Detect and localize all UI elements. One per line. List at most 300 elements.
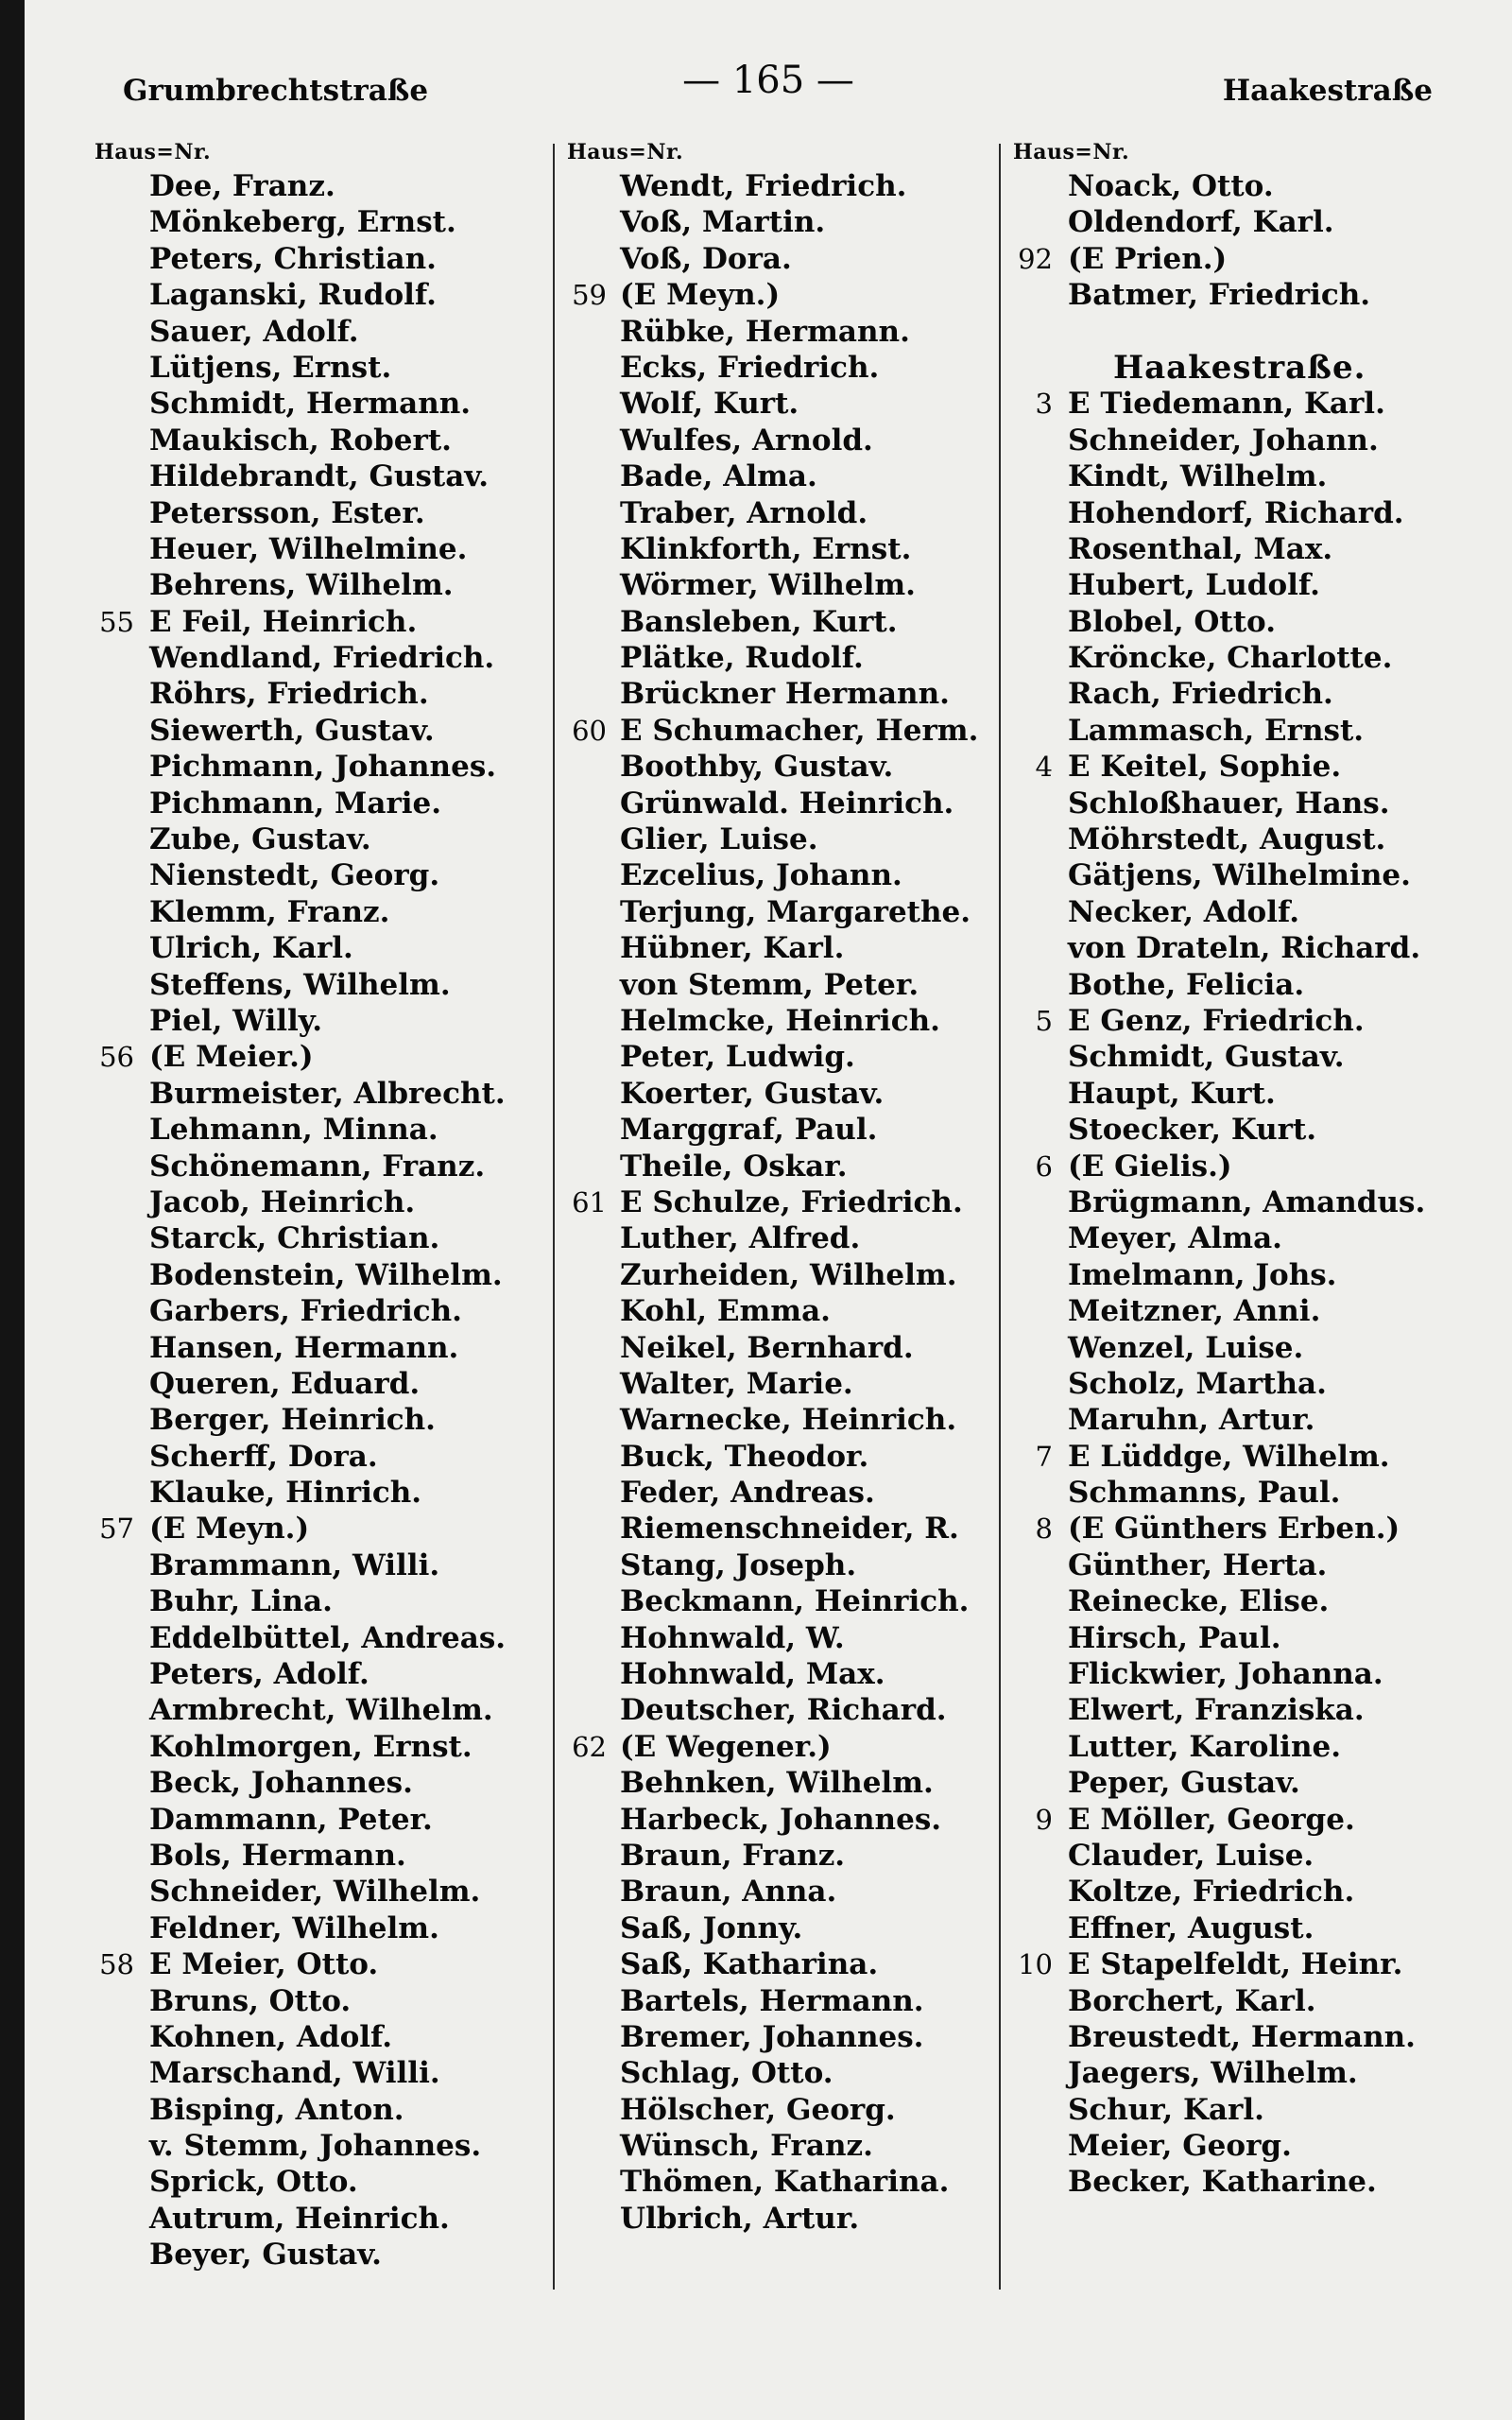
- resident-name: Walter, Marie.: [620, 1366, 853, 1401]
- resident-name: Braun, Franz.: [620, 1838, 846, 1873]
- directory-entry: [554, 2201, 1017, 2237]
- directory-entry: [554, 640, 1017, 676]
- directory-entry: [554, 1511, 1017, 1547]
- resident-name: Mönkeberg, Ernst.: [149, 205, 456, 240]
- directory-entry: [554, 423, 1017, 458]
- directory-entry: [1000, 640, 1491, 676]
- directory-entry: [81, 1149, 565, 1184]
- resident-name: Buhr, Lina.: [149, 1584, 333, 1619]
- directory-entry: [554, 1076, 1017, 1112]
- directory-entry: [81, 1293, 565, 1329]
- directory-entry: [554, 1039, 1017, 1075]
- resident-name: Grünwald. Heinrich.: [620, 786, 954, 821]
- directory-entry: [81, 1439, 565, 1475]
- directory-entry: [1000, 2019, 1491, 2055]
- resident-name: Klauke, Hinrich.: [149, 1476, 422, 1511]
- resident-name: Schmidt, Hermann.: [149, 387, 472, 422]
- directory-entry: [554, 713, 1017, 749]
- resident-name: Marschand, Willi.: [149, 2056, 440, 2091]
- resident-name: Wendt, Friedrich.: [620, 169, 907, 203]
- directory-entry: [81, 894, 565, 930]
- resident-name: Koerter, Gustav.: [620, 1076, 885, 1111]
- resident-name: Meyer, Alma.: [1068, 1221, 1282, 1256]
- resident-name: Brückner Hermann.: [620, 677, 950, 712]
- resident-name: E Stapelfeldt, Heinr.: [1068, 1947, 1403, 1982]
- resident-name: Boothby, Gustav.: [620, 750, 894, 785]
- directory-entry: [554, 1330, 1017, 1366]
- resident-name: Piel, Willy.: [149, 1003, 323, 1038]
- resident-name: E Keitel, Sophie.: [1068, 750, 1342, 785]
- resident-name: Queren, Eduard.: [149, 1366, 421, 1401]
- resident-name: Voß, Martin.: [620, 205, 826, 240]
- resident-name: Nienstedt, Georg.: [149, 858, 440, 893]
- house-number-heading: Haus=Nr.: [94, 140, 212, 164]
- resident-name: Oldendorf, Karl.: [1068, 205, 1334, 240]
- directory-entry: [81, 2237, 565, 2273]
- resident-name: Schmanns, Paul.: [1068, 1476, 1341, 1511]
- directory-entry: [81, 1184, 565, 1220]
- directory-entry: [81, 531, 565, 567]
- directory-entry: [1000, 204, 1491, 240]
- directory-entry: [554, 1620, 1017, 1656]
- resident-name: Peper, Gustav.: [1068, 1766, 1300, 1801]
- directory-entry: [554, 531, 1017, 567]
- house-number: 10: [1018, 1948, 1053, 1981]
- resident-name: v. Stemm, Johannes.: [149, 2129, 482, 2164]
- resident-name: Buck, Theodor.: [620, 1439, 869, 1474]
- directory-entry: [81, 241, 565, 277]
- resident-name: (E Meier.): [149, 1040, 314, 1075]
- directory-entry: [1000, 930, 1491, 966]
- directory-entry: [81, 786, 565, 821]
- resident-name: Riemenschneider, R.: [620, 1512, 959, 1547]
- directory-entry: [1000, 423, 1491, 458]
- resident-name: Traber, Arnold.: [620, 495, 868, 530]
- directory-entry: [1000, 1475, 1491, 1511]
- resident-name: Lutter, Karoline.: [1068, 1729, 1342, 1764]
- directory-entry: [1000, 1149, 1491, 1184]
- resident-name: Garbers, Friedrich.: [149, 1294, 462, 1329]
- directory-entry: [1000, 713, 1491, 749]
- resident-name: E Genz, Friedrich.: [1068, 1003, 1365, 1038]
- resident-name: Pichmann, Johannes.: [149, 750, 497, 785]
- page-header: [25, 59, 1512, 115]
- house-number: 4: [1035, 751, 1053, 784]
- resident-name: Reinecke, Elise.: [1068, 1584, 1330, 1619]
- directory-entry: [554, 2092, 1017, 2128]
- resident-name: Dee, Franz.: [149, 169, 335, 203]
- resident-name: Imelmann, Johs.: [1068, 1257, 1337, 1292]
- directory-entry: [1000, 821, 1491, 857]
- directory-entry: [1000, 2092, 1491, 2128]
- directory-entry: [1000, 857, 1491, 893]
- resident-name: Schmidt, Gustav.: [1068, 1040, 1345, 1075]
- directory-entry: [1000, 1257, 1491, 1293]
- directory-entry: [81, 1946, 565, 1982]
- resident-name: Maruhn, Artur.: [1068, 1403, 1315, 1438]
- house-number: 59: [572, 279, 607, 312]
- resident-name: Marggraf, Paul.: [620, 1113, 878, 1148]
- resident-name: Bisping, Anton.: [149, 2092, 404, 2127]
- directory-entry: [1000, 386, 1491, 422]
- resident-name: Thömen, Katharina.: [620, 2165, 950, 2200]
- resident-name: Beyer, Gustav.: [149, 2238, 382, 2273]
- directory-entry: [554, 567, 1017, 603]
- resident-name: Petersson, Ester.: [149, 495, 425, 530]
- directory-entry: [554, 2164, 1017, 2200]
- directory-entry: [554, 314, 1017, 350]
- resident-name: Berger, Heinrich.: [149, 1403, 436, 1438]
- directory-entry: [1000, 1656, 1491, 1692]
- directory-entry: [81, 1366, 565, 1402]
- page-number: — 165 —: [682, 59, 854, 102]
- directory-entry: [554, 1874, 1017, 1910]
- resident-name: Koltze, Friedrich.: [1068, 1875, 1355, 1910]
- resident-name: Glier, Luise.: [620, 822, 818, 857]
- house-number: 57: [99, 1512, 134, 1546]
- directory-entry: [554, 1220, 1017, 1256]
- directory-entry: [554, 1149, 1017, 1184]
- house-number: 9: [1035, 1803, 1053, 1836]
- directory-entry: [81, 604, 565, 640]
- resident-name: Kindt, Wilhelm.: [1068, 459, 1328, 494]
- house-number: 62: [572, 1730, 607, 1763]
- resident-name: Wulfes, Arnold.: [620, 423, 873, 458]
- resident-name: Klinkforth, Ernst.: [620, 531, 912, 566]
- resident-name: Bodenstein, Wilhelm.: [149, 1257, 503, 1292]
- resident-name: Kohl, Emma.: [620, 1294, 831, 1329]
- resident-name: E Feil, Heinrich.: [149, 604, 418, 639]
- directory-entry: [81, 1112, 565, 1148]
- resident-name: Blobel, Otto.: [1068, 604, 1276, 639]
- directory-page: [25, 0, 1512, 2420]
- directory-entry: [554, 1656, 1017, 1692]
- resident-name: Scherff, Dora.: [149, 1439, 378, 1474]
- directory-entry: [554, 857, 1017, 893]
- resident-name: E Schumacher, Herm.: [620, 713, 979, 748]
- directory-entry: [1000, 1838, 1491, 1874]
- directory-entry: [1000, 1692, 1491, 1728]
- directory-entry: [1000, 1220, 1491, 1256]
- resident-name: Klemm, Franz.: [149, 894, 390, 929]
- house-number: 56: [99, 1041, 134, 1074]
- header-street-right: Haakestraße: [1222, 74, 1433, 108]
- directory-entry: [1000, 168, 1491, 204]
- directory-entry: [554, 1402, 1017, 1438]
- directory-column-1: [81, 140, 565, 2305]
- resident-name: Batmer, Friedrich.: [1068, 278, 1371, 313]
- house-number-heading: Haus=Nr.: [1013, 140, 1130, 164]
- resident-name: Ulrich, Karl.: [149, 931, 353, 966]
- directory-entry: [1000, 241, 1491, 277]
- directory-entry: [554, 1838, 1017, 1874]
- resident-name: Flickwier, Johanna.: [1068, 1657, 1383, 1692]
- resident-name: Kohnen, Adolf.: [149, 2019, 393, 2054]
- resident-name: E Schulze, Friedrich.: [620, 1184, 963, 1219]
- directory-entry: [554, 1692, 1017, 1728]
- directory-entry: [554, 386, 1017, 422]
- resident-name: Noack, Otto.: [1068, 169, 1274, 203]
- house-number: 6: [1035, 1150, 1053, 1183]
- header-street-left: Grumbrechtstraße: [123, 74, 429, 108]
- resident-name: Wolf, Kurt.: [620, 387, 799, 422]
- resident-name: Meier, Georg.: [1068, 2129, 1292, 2164]
- directory-entry: [554, 930, 1017, 966]
- resident-name: Peters, Christian.: [149, 241, 437, 276]
- resident-name: Hildebrandt, Gustav.: [149, 459, 490, 494]
- resident-name: Luther, Alfred.: [620, 1221, 861, 1256]
- directory-entry: [1000, 1874, 1491, 1910]
- directory-entry: [1000, 1293, 1491, 1329]
- resident-name: Zurheiden, Wilhelm.: [620, 1257, 957, 1292]
- directory-entry: [81, 2201, 565, 2237]
- directory-entry: [554, 1802, 1017, 1838]
- directory-entry: [1000, 1184, 1491, 1220]
- resident-name: Dammann, Peter.: [149, 1802, 433, 1837]
- resident-name: Hohnwald, W.: [620, 1620, 845, 1655]
- resident-name: Heuer, Wilhelmine.: [149, 531, 468, 566]
- directory-entry: [1000, 1765, 1491, 1801]
- directory-entry: [554, 1257, 1017, 1293]
- directory-entry: [1000, 495, 1491, 531]
- resident-name: Schönemann, Franz.: [149, 1149, 486, 1184]
- directory-entry: [1000, 786, 1491, 821]
- directory-entry: [81, 1039, 565, 1075]
- directory-entry: [1000, 1039, 1491, 1075]
- directory-entry: [554, 1003, 1017, 1039]
- resident-name: Schloßhauer, Hans.: [1068, 786, 1390, 821]
- resident-name: Armbrecht, Wilhelm.: [149, 1693, 493, 1728]
- resident-name: Lammasch, Ernst.: [1068, 713, 1365, 748]
- directory-entry: [81, 1475, 565, 1511]
- directory-entry: [554, 676, 1017, 712]
- resident-name: Kröncke, Charlotte.: [1068, 641, 1393, 676]
- resident-name: Schlag, Otto.: [620, 2056, 833, 2091]
- directory-entry: [81, 423, 565, 458]
- resident-name: Wenzel, Luise.: [1068, 1330, 1304, 1365]
- directory-entry: [1000, 749, 1491, 785]
- house-number: 5: [1035, 1004, 1053, 1037]
- directory-entry: [81, 1765, 565, 1801]
- street-section-heading: [1000, 350, 1491, 386]
- resident-name: Siewerth, Gustav.: [149, 713, 435, 748]
- resident-name: Kohlmorgen, Ernst.: [149, 1729, 472, 1764]
- street-name: Haakestraße.: [1113, 348, 1366, 387]
- resident-name: Gätjens, Wilhelmine.: [1068, 858, 1411, 893]
- directory-entry: [81, 1076, 565, 1112]
- directory-column-3: [1000, 140, 1491, 2305]
- directory-entry: [81, 1547, 565, 1583]
- directory-entry: [81, 930, 565, 966]
- resident-name: Feder, Andreas.: [620, 1476, 875, 1511]
- directory-entry: [554, 1583, 1017, 1619]
- directory-entry: [554, 1547, 1017, 1583]
- directory-entry: [554, 894, 1017, 930]
- directory-entry: [554, 1910, 1017, 1946]
- directory-entry: [554, 2128, 1017, 2164]
- directory-entry: [554, 1184, 1017, 1220]
- resident-name: Harbeck, Johannes.: [620, 1802, 942, 1837]
- house-number: 61: [572, 1185, 607, 1219]
- resident-name: Bartels, Hermann.: [620, 1983, 924, 2018]
- resident-name: Burmeister, Albrecht.: [149, 1076, 506, 1111]
- directory-entry: [81, 1874, 565, 1910]
- resident-name: Plätke, Rudolf.: [620, 641, 864, 676]
- resident-name: Eddelbüttel, Andreas.: [149, 1620, 507, 1655]
- directory-entry: [81, 1802, 565, 1838]
- directory-entry: [554, 1112, 1017, 1148]
- resident-name: Behnken, Wilhelm.: [620, 1766, 934, 1801]
- directory-entry: [554, 2019, 1017, 2055]
- resident-name: E Meier, Otto.: [149, 1947, 379, 1982]
- directory-entry: [81, 857, 565, 893]
- resident-name: Hansen, Hermann.: [149, 1330, 459, 1365]
- directory-entry: [81, 2055, 565, 2091]
- resident-name: Bremer, Johannes.: [620, 2019, 924, 2054]
- directory-entry: [81, 967, 565, 1003]
- resident-name: Brammann, Willi.: [149, 1547, 440, 1582]
- directory-entry: [81, 749, 565, 785]
- resident-name: Brügmann, Amandus.: [1068, 1184, 1426, 1219]
- resident-name: Effner, August.: [1068, 1910, 1314, 1945]
- directory-entry: [81, 314, 565, 350]
- entry-list: [554, 168, 1017, 2237]
- directory-entry: [81, 1838, 565, 1874]
- resident-name: Behrens, Wilhelm.: [149, 568, 454, 603]
- resident-name: Hohnwald, Max.: [620, 1657, 885, 1692]
- directory-entry: [1000, 1076, 1491, 1112]
- directory-entry: [554, 1475, 1017, 1511]
- directory-entry: [554, 1366, 1017, 1402]
- resident-name: von Stemm, Peter.: [620, 967, 919, 1002]
- directory-entry: [554, 967, 1017, 1003]
- directory-entry: [554, 2055, 1017, 2091]
- directory-entry: [81, 676, 565, 712]
- resident-name: Bruns, Otto.: [149, 1983, 352, 2018]
- directory-entry: [554, 1729, 1017, 1765]
- resident-name: Sauer, Adolf.: [149, 314, 359, 349]
- directory-entry: [81, 713, 565, 749]
- resident-name: Hubert, Ludolf.: [1068, 568, 1320, 603]
- resident-name: Ulbrich, Artur.: [620, 2201, 860, 2236]
- directory-entry: [1000, 567, 1491, 603]
- directory-entry: [81, 1656, 565, 1692]
- directory-entry: [554, 458, 1017, 494]
- directory-entry: [81, 1910, 565, 1946]
- resident-name: Schneider, Johann.: [1068, 423, 1379, 458]
- directory-entry: [1000, 277, 1491, 313]
- resident-name: Braun, Anna.: [620, 1875, 837, 1910]
- resident-name: Wörmer, Wilhelm.: [620, 568, 916, 603]
- resident-name: Jacob, Heinrich.: [149, 1184, 416, 1219]
- house-number: 8: [1035, 1512, 1053, 1546]
- directory-entry: [81, 2128, 565, 2164]
- directory-entry: [81, 640, 565, 676]
- resident-name: Saß, Katharina.: [620, 1947, 879, 1982]
- resident-name: Wünsch, Franz.: [620, 2129, 873, 2164]
- directory-entry: [1000, 1946, 1491, 1982]
- resident-name: Peter, Ludwig.: [620, 1040, 855, 1075]
- resident-name: Theile, Oskar.: [620, 1149, 848, 1184]
- resident-name: Lütjens, Ernst.: [149, 350, 392, 385]
- directory-entry: [81, 1257, 565, 1293]
- resident-name: (E Meyn.): [620, 278, 781, 313]
- directory-entry: [554, 495, 1017, 531]
- resident-name: Pichmann, Marie.: [149, 786, 442, 821]
- directory-entry: [1000, 2128, 1491, 2164]
- directory-entry: [554, 277, 1017, 313]
- directory-entry: [81, 1220, 565, 1256]
- resident-name: (E Prien.): [1068, 241, 1228, 276]
- directory-entry: [81, 495, 565, 531]
- house-number: 92: [1018, 242, 1053, 275]
- directory-entry: [1000, 894, 1491, 930]
- resident-name: Schneider, Wilhelm.: [149, 1875, 481, 1910]
- directory-entry: [81, 1402, 565, 1438]
- directory-entry: [81, 277, 565, 313]
- resident-name: Bansleben, Kurt.: [620, 604, 898, 639]
- resident-name: Deutscher, Richard.: [620, 1693, 947, 1728]
- directory-entry: [81, 2164, 565, 2200]
- directory-entry: [554, 1293, 1017, 1329]
- resident-name: Peters, Adolf.: [149, 1657, 369, 1692]
- resident-name: Autrum, Heinrich.: [149, 2201, 450, 2236]
- resident-name: Rübke, Hermann.: [620, 314, 910, 349]
- directory-entry: [554, 241, 1017, 277]
- resident-name: Warnecke, Heinrich.: [620, 1403, 957, 1438]
- directory-entry: [81, 1620, 565, 1656]
- directory-entry: [554, 749, 1017, 785]
- resident-name: Lehmann, Minna.: [149, 1113, 438, 1148]
- directory-entry: [1000, 1729, 1491, 1765]
- resident-name: (E Wegener.): [620, 1729, 832, 1764]
- directory-entry: [554, 604, 1017, 640]
- directory-entry: [554, 1946, 1017, 1982]
- resident-name: Starck, Christian.: [149, 1221, 440, 1256]
- directory-entry: [81, 204, 565, 240]
- directory-entry: [1000, 458, 1491, 494]
- resident-name: Scholz, Martha.: [1068, 1366, 1327, 1401]
- directory-entry: [554, 1439, 1017, 1475]
- directory-entry: [1000, 2055, 1491, 2091]
- resident-name: Terjung, Margarethe.: [620, 894, 971, 929]
- resident-name: Bade, Alma.: [620, 459, 817, 494]
- resident-name: Becker, Katharine.: [1068, 2165, 1377, 2200]
- resident-name: Schur, Karl.: [1068, 2092, 1264, 2127]
- directory-entry: [1000, 1511, 1491, 1547]
- directory-entry: [81, 168, 565, 204]
- directory-entry: [554, 821, 1017, 857]
- directory-entry: [1000, 967, 1491, 1003]
- directory-entry: [554, 350, 1017, 386]
- resident-name: Ecks, Friedrich.: [620, 350, 880, 385]
- resident-name: E Tiedemann, Karl.: [1068, 387, 1385, 422]
- house-number: 60: [572, 714, 607, 747]
- directory-entry: [81, 1511, 565, 1547]
- resident-name: Bols, Hermann.: [149, 1838, 406, 1873]
- resident-name: Steffens, Wilhelm.: [149, 967, 451, 1002]
- resident-name: Elwert, Franziska.: [1068, 1693, 1365, 1728]
- resident-name: Neikel, Bernhard.: [620, 1330, 914, 1365]
- house-number: 3: [1035, 388, 1053, 421]
- directory-entry: [1000, 1983, 1491, 2019]
- resident-name: Borchert, Karl.: [1068, 1983, 1316, 2018]
- resident-name: Beck, Johannes.: [149, 1766, 413, 1801]
- directory-entry: [1000, 1910, 1491, 1946]
- directory-entry: [1000, 604, 1491, 640]
- directory-entry: [554, 204, 1017, 240]
- house-number: 55: [99, 605, 134, 638]
